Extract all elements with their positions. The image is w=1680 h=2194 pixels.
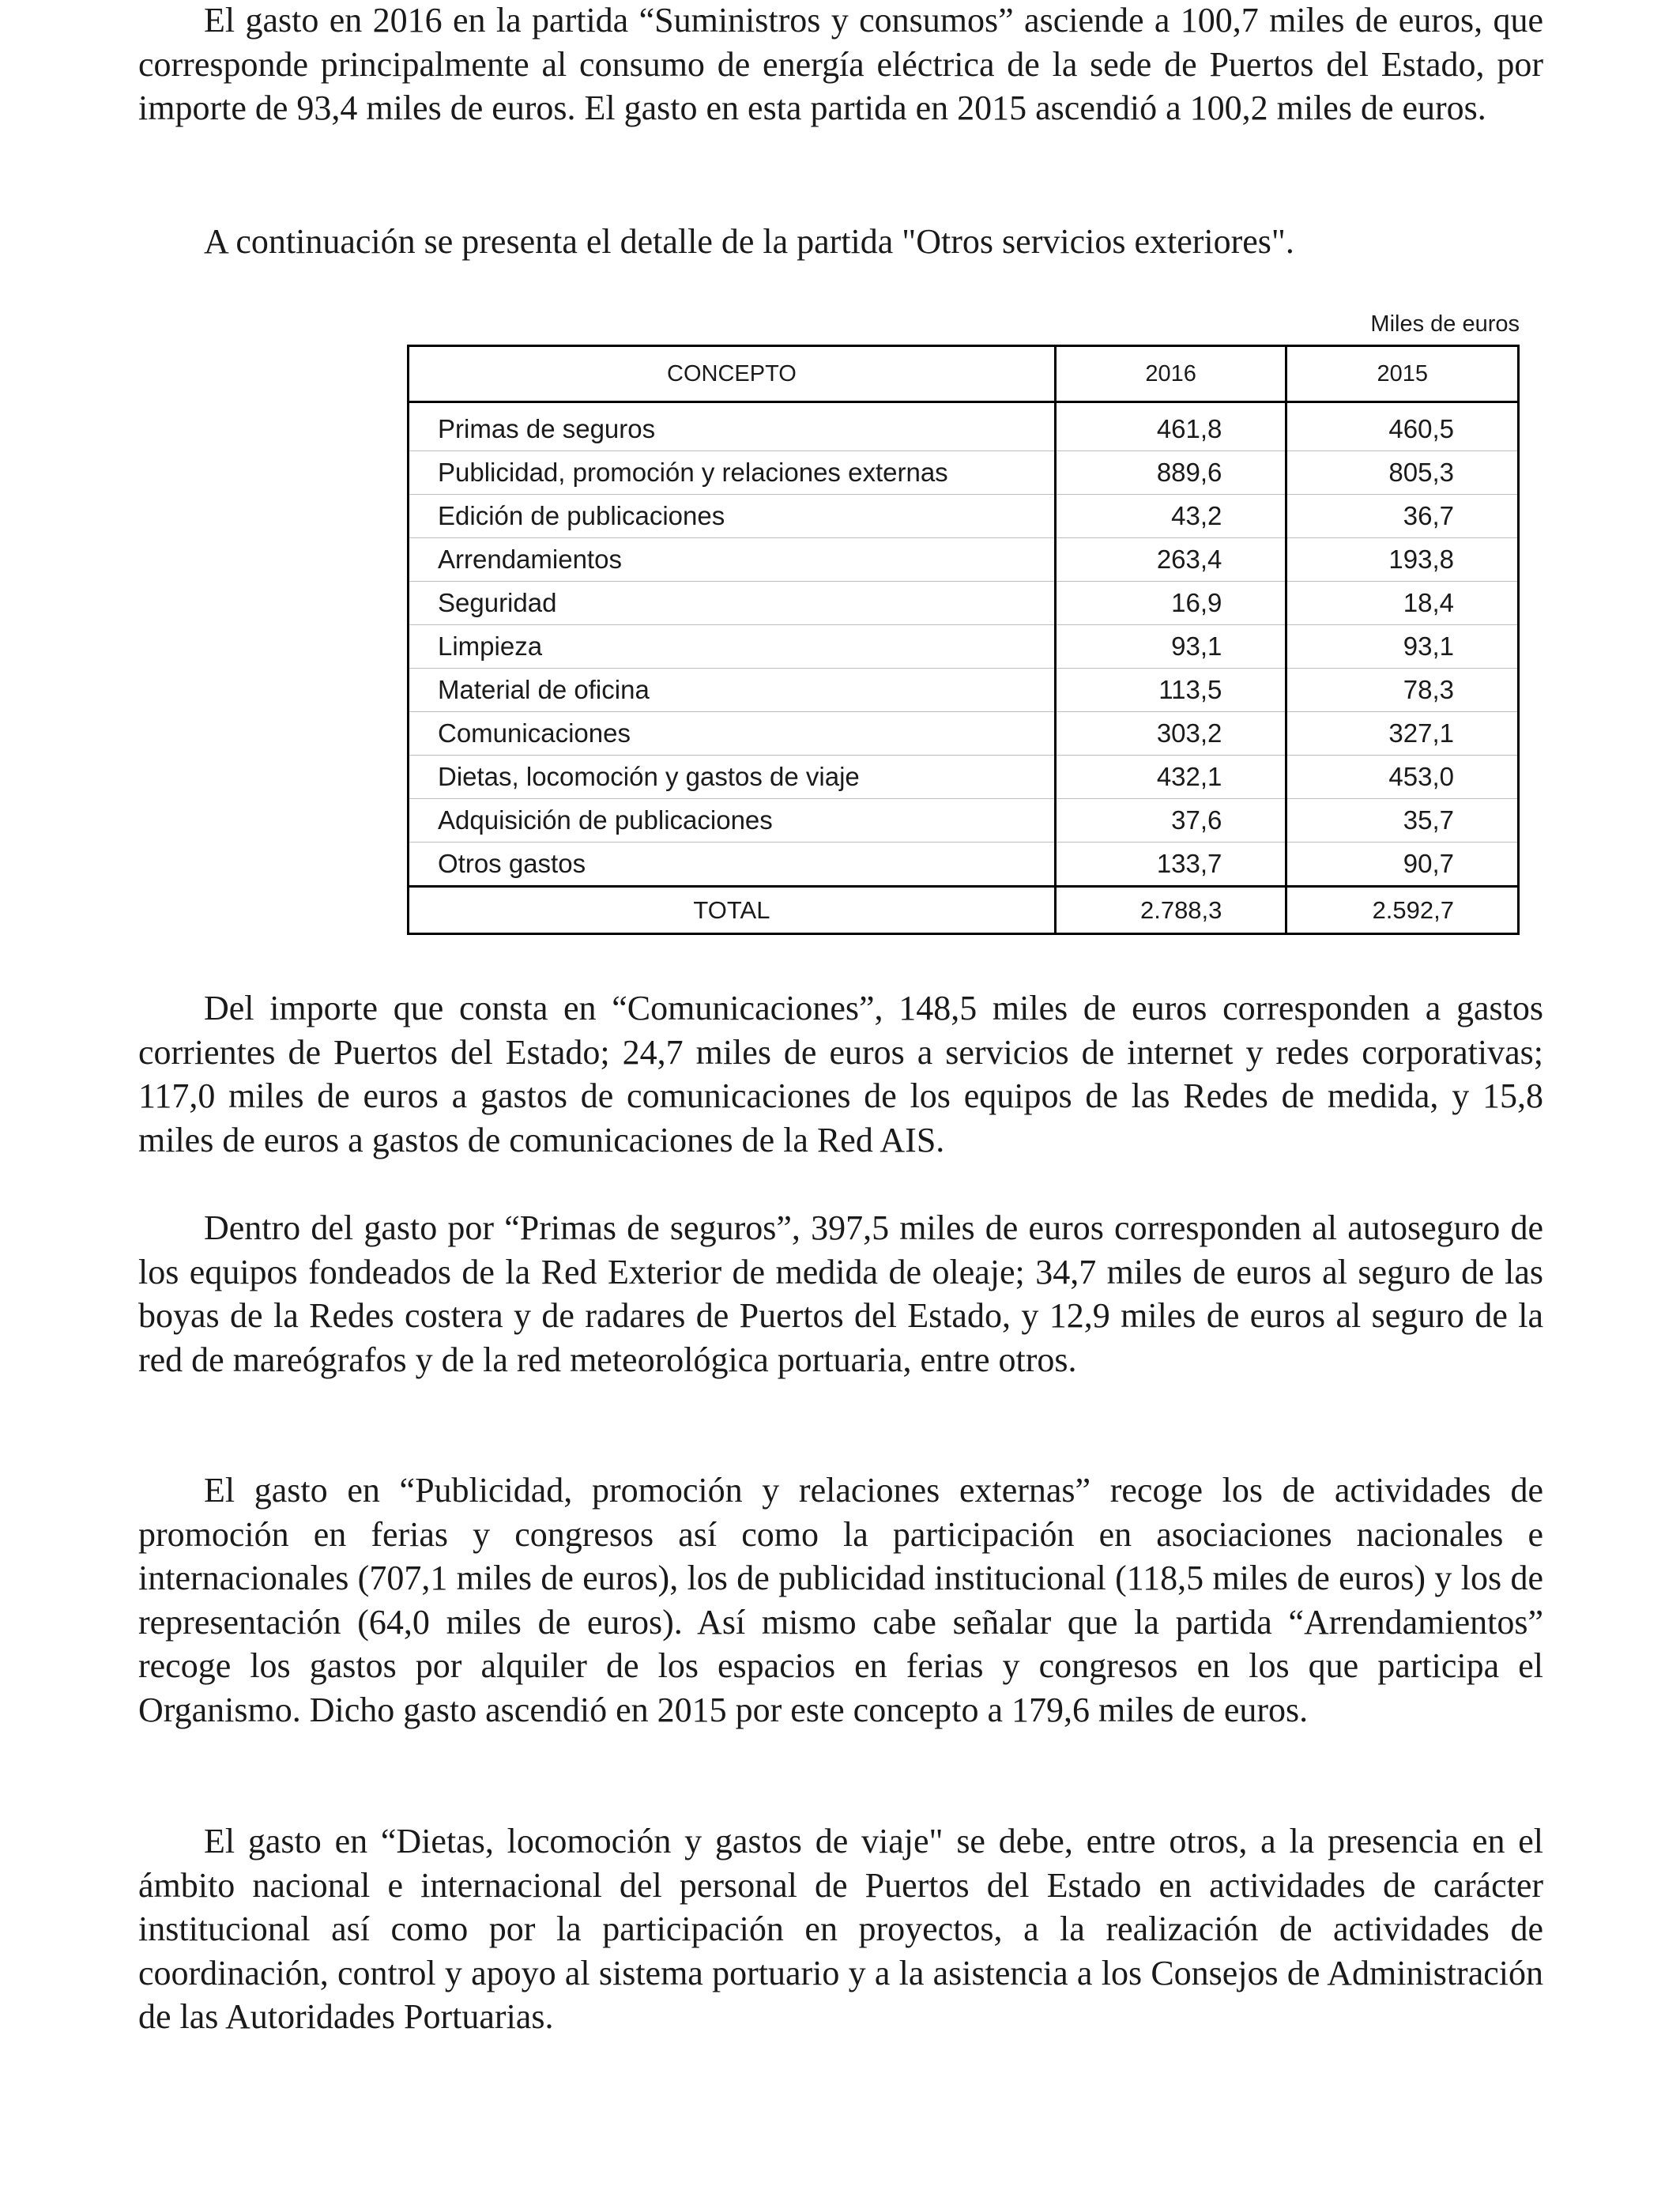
table-unit-note: Miles de euros — [1370, 311, 1520, 337]
row-value-2016: 37,6 — [1055, 799, 1286, 843]
row-value-2016: 263,4 — [1055, 538, 1286, 582]
row-value-2015: 90,7 — [1286, 843, 1519, 887]
row-value-2016: 133,7 — [1055, 843, 1286, 887]
row-value-2015: 805,3 — [1286, 451, 1519, 495]
otros-servicios-table — [407, 345, 1520, 935]
row-concepto: Material de oficina — [409, 669, 1056, 712]
table-row — [409, 712, 1519, 756]
table-row — [409, 799, 1519, 843]
row-concepto: Limpieza — [409, 625, 1056, 669]
paragraph-publicidad: El gasto en “Publicidad, promoción y relaciones externas” recoge los de actividades de promoción en ferias y congresos así como la participación en asociaciones nacionales e internacionales (707,1 miles de euros), los de publicidad institucional (118,5 miles de euros) y los de representación (64,0 miles de euros). Así mismo cabe señalar que la partida “Arrendamientos” recoge los gastos por alquiler de los espacios en ferias y congresos en los que participa el Organismo. Dicho gasto ascendió en 2015 por este concepto a 179,6 miles de euros. — [138, 1471, 1543, 1729]
row-concepto: Adquisición de publicaciones — [409, 799, 1056, 843]
total-value-2016: 2.788,3 — [1055, 887, 1286, 934]
row-concepto: Primas de seguros — [409, 402, 1056, 451]
table-header-row — [409, 346, 1519, 402]
row-concepto: Publicidad, promoción y relaciones externas — [409, 451, 1056, 495]
row-value-2016: 16,9 — [1055, 582, 1286, 625]
row-value-2015: 327,1 — [1286, 712, 1519, 756]
paragraph-comunicaciones: Del importe que consta en “Comunicaciones”, 148,5 miles de euros corresponden a gastos corrientes de Puertos del Estado; 24,7 miles de euros a servicios de internet y redes corporativas; 117,0 miles de euros a gastos de comunicaciones de los equipos de las Redes de medida, y 15,8 miles de euros a gastos de comunicaciones de la Red AIS. — [138, 989, 1543, 1159]
row-value-2015: 78,3 — [1286, 669, 1519, 712]
table-row — [409, 451, 1519, 495]
row-concepto: Edición de publicaciones — [409, 495, 1056, 538]
total-value-2015: 2.592,7 — [1286, 887, 1519, 934]
table-row — [409, 756, 1519, 799]
table-row — [409, 843, 1519, 887]
row-value-2015: 193,8 — [1286, 538, 1519, 582]
table-row — [409, 495, 1519, 538]
paragraph-table-intro: A continuación se presenta el detalle de la partida "Otros servicios exteriores". — [204, 222, 1294, 261]
row-value-2016: 461,8 — [1055, 402, 1286, 451]
table-row — [409, 582, 1519, 625]
table-row — [409, 402, 1519, 451]
table-row — [409, 538, 1519, 582]
row-value-2015: 35,7 — [1286, 799, 1519, 843]
header-concepto: CONCEPTO — [409, 346, 1056, 402]
row-value-2016: 303,2 — [1055, 712, 1286, 756]
row-concepto: Otros gastos — [409, 843, 1056, 887]
row-value-2016: 432,1 — [1055, 756, 1286, 799]
total-label: TOTAL — [409, 887, 1056, 934]
table-total-row — [409, 887, 1519, 934]
row-value-2016: 889,6 — [1055, 451, 1286, 495]
row-value-2015: 460,5 — [1286, 402, 1519, 451]
row-value-2016: 113,5 — [1055, 669, 1286, 712]
paragraph-primas-seguros: Dentro del gasto por “Primas de seguros”, 397,5 miles de euros corresponden al autoseguro de los equipos fondeados de la Red Exterior de medida de oleaje; 34,7 miles de euros al seguro de las boyas de la Redes costera y de radares de Puertos del Estado, y 12,9 miles de euros al seguro de la red de mareógrafos y de la red meteorológica portuaria, entre otros. — [138, 1208, 1543, 1379]
row-concepto: Comunicaciones — [409, 712, 1056, 756]
table-row — [409, 669, 1519, 712]
row-value-2016: 93,1 — [1055, 625, 1286, 669]
paragraph-suministros: El gasto en 2016 en la partida “Suministros y consumos” asciende a 100,7 miles de euros, que corresponde principalmente al consumo de energía eléctrica de la sede de Puertos del Estado, por importe de 93,4 miles de euros. El gasto en esta partida en 2015 ascendió a 100,2 miles de euros. — [138, 1, 1543, 127]
row-value-2015: 93,1 — [1286, 625, 1519, 669]
header-2016: 2016 — [1055, 346, 1286, 402]
header-2015: 2015 — [1286, 346, 1519, 402]
row-concepto: Arrendamientos — [409, 538, 1056, 582]
row-concepto: Dietas, locomoción y gastos de viaje — [409, 756, 1056, 799]
row-value-2016: 43,2 — [1055, 495, 1286, 538]
row-concepto: Seguridad — [409, 582, 1056, 625]
table-row — [409, 625, 1519, 669]
row-value-2015: 18,4 — [1286, 582, 1519, 625]
paragraph-dietas: El gasto en “Dietas, locomoción y gastos de viaje" se debe, entre otros, a la presencia en el ámbito nacional e internacional del personal de Puertos del Estado en actividades de carácter institucional así como por la participación en proyectos, a la realización de actividades de coordinación, control y apoyo al sistema portuario y a la asistencia a los Consejos de Administración de las Autoridades Portuarias. — [138, 1822, 1543, 2036]
row-value-2015: 36,7 — [1286, 495, 1519, 538]
row-value-2015: 453,0 — [1286, 756, 1519, 799]
